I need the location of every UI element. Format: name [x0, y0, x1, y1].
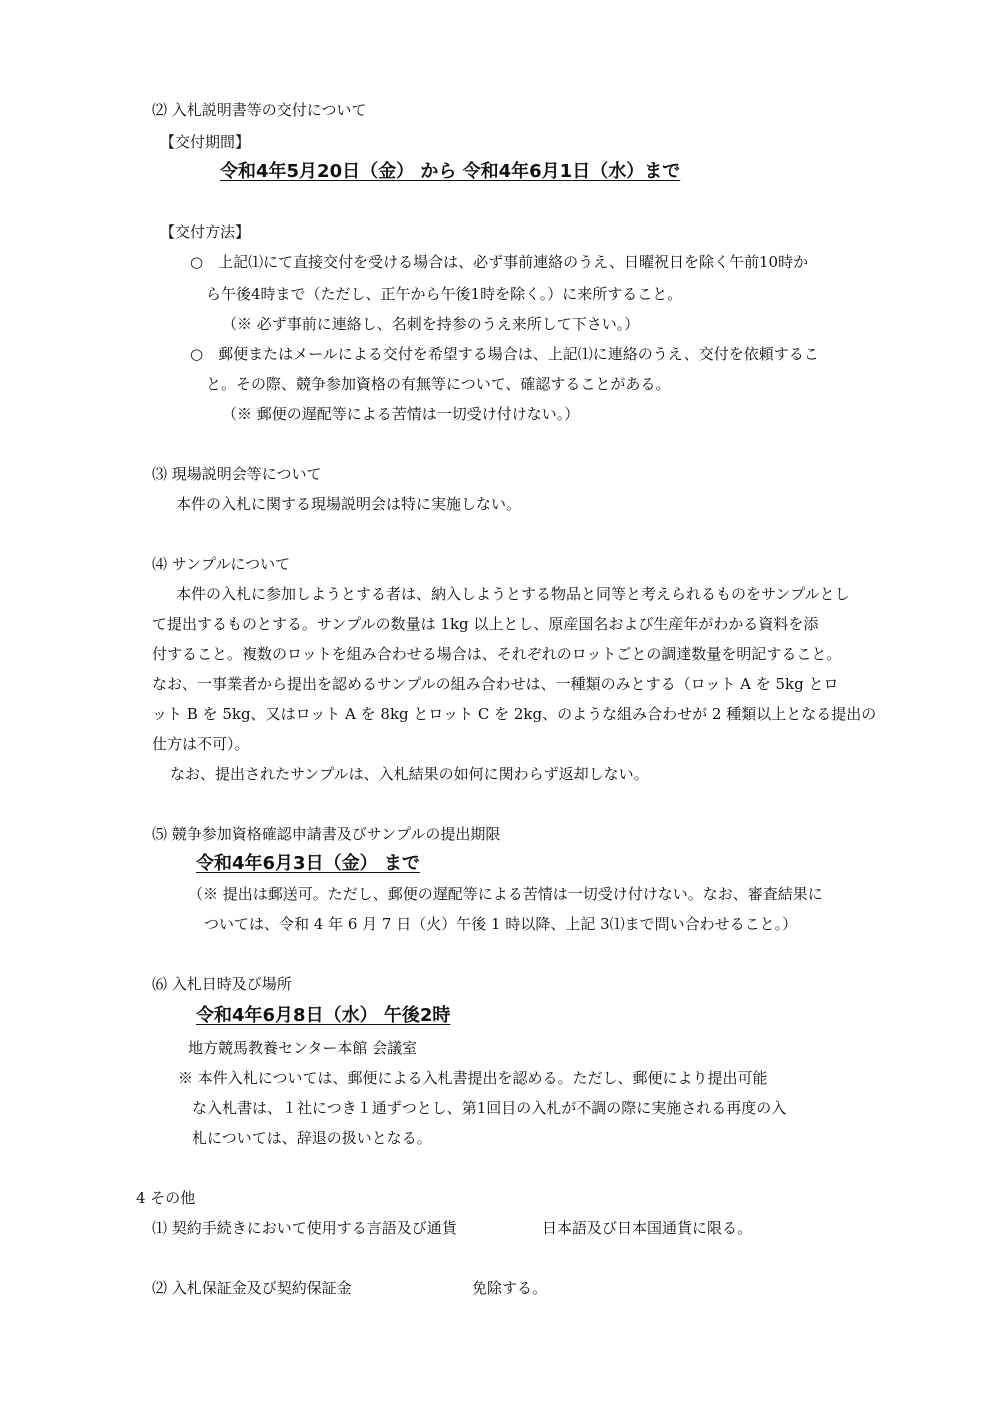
sample-paragraph-line: 本件の入札に参加しようとする者は、納入しようとする物品と同等と考えられるものをサンプルとし	[176, 585, 850, 603]
bid-note-line-2: な入札書は、１社につき１通ずつとし、第1回目の入札が不調の際に実施される再度の入	[192, 1099, 787, 1117]
method-item-1-line-2: ら午後4時まで（ただし、正午から午後1時を除く。）に来所すること。	[206, 285, 683, 303]
bid-note-line-3: 札については、辞退の扱いとなる。	[192, 1129, 432, 1147]
method-item-1-line-1: ○ 上記⑴にて直接交付を受ける場合は、必ず事前連絡のうえ、日曜祝日を除く午前10時か	[190, 253, 809, 271]
method-item-2-note: （※ 郵便の遅配等による苦情は一切受け付けない。）	[222, 405, 580, 423]
method-item-2-line-2: と。その際、競争参加資格の有無等について、確認することがある。	[206, 375, 671, 393]
sample-paragraph-line: 付すること。複数のロットを組み合わせる場合は、それぞれのロットごとの調達数量を明記すること。	[152, 645, 842, 663]
method-item-1-note: （※ 必ず事前に連絡し、名刺を持参のうえ来所して下さい。）	[222, 315, 640, 333]
section-3-body: 本件の入札に関する現場説明会は特に実施しない。	[176, 495, 522, 513]
issue-period-label: 【交付期間】	[160, 133, 251, 151]
bid-note-line-1: ※ 本件入札については、郵便による入札書提出を認める。ただし、郵便により提出可能	[178, 1069, 768, 1087]
sample-paragraph-line: て提出するものとする。サンプルの数量は 1kg 以上とし、原産国名および生産年がわかる資料を添	[152, 615, 819, 633]
section-other-heading: 4 その他	[136, 1189, 196, 1207]
section-2-heading: ⑵ 入札説明書等の交付について	[152, 101, 367, 119]
sample-paragraph-line: なお、一事業者から提出を認めるサンプルの組み合わせは、一種類のみとする（ロット A を 5kg とロ	[152, 675, 839, 693]
bid-place: 地方競馬教養センター本館 会議室	[188, 1039, 418, 1057]
other-item-1-value: 日本語及び日本国通貨に限る。	[542, 1219, 753, 1237]
issue-method-label: 【交付方法】	[160, 223, 251, 241]
other-item-2-label: ⑵ 入札保証金及び契約保証金	[152, 1279, 352, 1297]
sample-paragraph-line: 仕方は不可）。	[152, 735, 250, 753]
other-item-1-label: ⑴ 契約手続きにおいて使用する言語及び通貨	[152, 1219, 457, 1237]
sample-return-note: なお、提出されたサンプルは、入札結果の如何に関わらず返却しない。	[170, 765, 649, 783]
section-6-heading: ⑹ 入札日時及び場所	[152, 975, 292, 993]
submission-note-line-2: ついては、令和 4 年 6 月 7 日（火）午後 1 時以降、上記 3⑴まで問い合わせること。）	[204, 915, 798, 933]
bid-datetime: 令和4年6月8日（水） 午後2時	[196, 1005, 451, 1026]
section-4-heading: ⑷ サンプルについて	[152, 555, 291, 573]
section-5-heading: ⑸ 競争参加資格確認申請書及びサンプルの提出期限	[152, 825, 501, 843]
section-3-heading: ⑶ 現場説明会等について	[152, 465, 322, 483]
method-item-2-line-1: ○ 郵便またはメールによる交付を希望する場合は、上記⑴に連絡のうえ、交付を依頼するこ	[190, 345, 819, 363]
sample-paragraph-line: ット B を 5kg、又はロット A を 8kg とロット C を 2kg、のような組み合わせが 2 種類以上となる提出の	[152, 705, 877, 723]
issue-period: 令和4年5月20日（金） から 令和4年6月1日（水）まで	[220, 161, 681, 182]
other-item-2-value: 免除する。	[472, 1279, 548, 1297]
submission-deadline: 令和4年6月3日（金） まで	[196, 853, 420, 874]
submission-note-line-1: （※ 提出は郵送可。ただし、郵便の遅配等による苦情は一切受け付けない。なお、審査結果に	[188, 885, 823, 903]
